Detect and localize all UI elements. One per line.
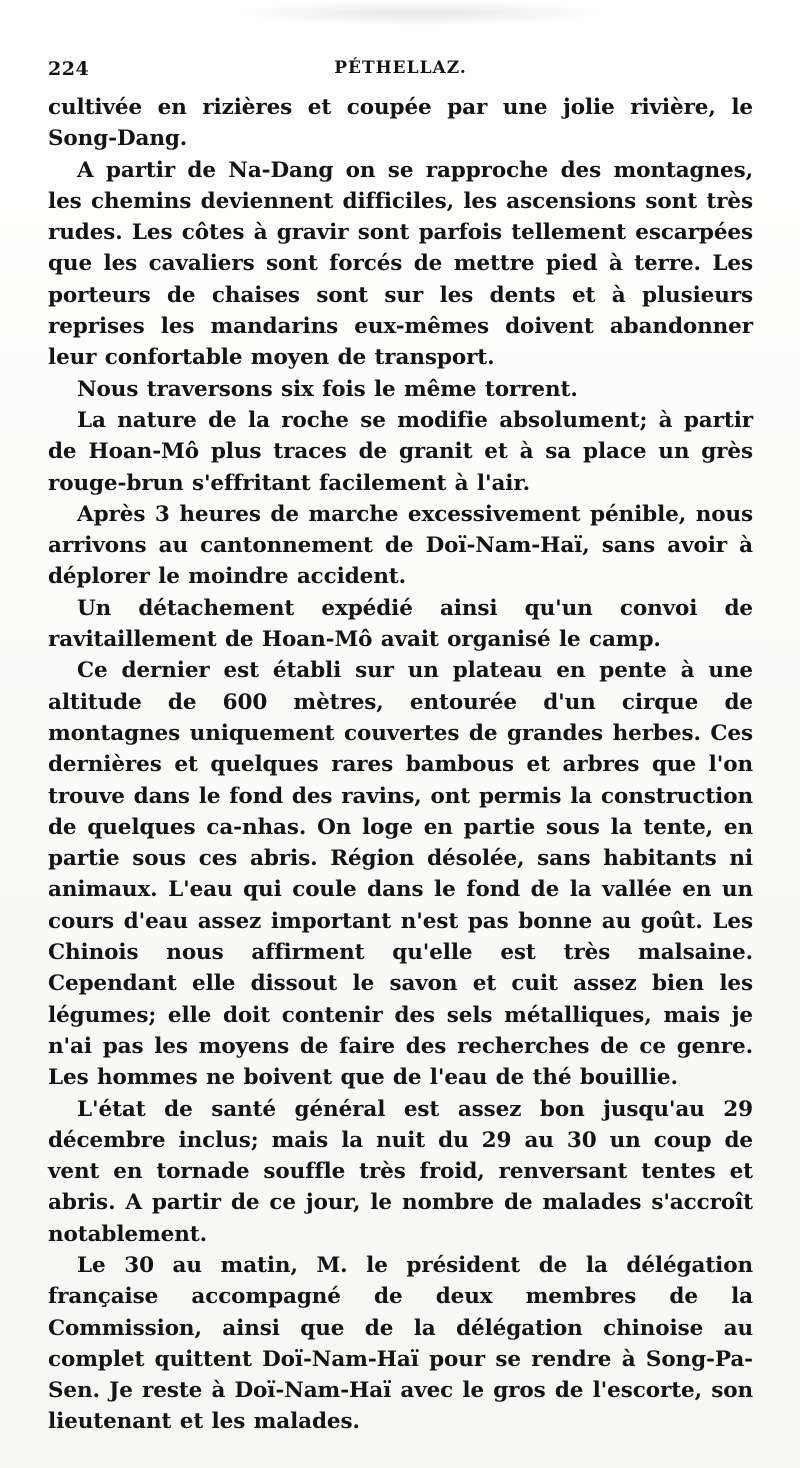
page-number: 224: [48, 58, 90, 80]
paragraph: Un détachement expédié ainsi qu'un convoi de ravitaillement de Hoan-Mô avait organisé le camp.: [48, 595, 753, 653]
paragraph: Le 30 au matin, M. le président de la délégation française accompagné de deux membres de la Commission, ainsi que de la délégation chinoise au complet quittent Doï-Nam-Haï pour se rendre à Song-Pa-Sen. Je reste à Doï-Nam-Haï avec le gros de l'escorte, son lieutenant et les malades.: [48, 1252, 753, 1435]
paragraph: cultivée en rizières et coupée par une jolie rivière, le Song-Dang.: [48, 95, 753, 152]
body-text: [48, 92, 753, 1438]
paragraph: Nous traversons six fois le même torrent.: [77, 376, 578, 402]
page-header: [48, 58, 753, 88]
paragraph: L'état de santé général est assez bon jusqu'au 29 décembre inclus; mais la nuit du 29 au 30 un coup de vent en tornade souffle très froid, renversant tentes et abris. A partir de ce jour, le nombre de malades s'accroît notablement.: [48, 1096, 753, 1247]
running-head: PÉTHELLAZ.: [334, 58, 467, 78]
page-stain: [230, 0, 610, 26]
paragraph: La nature de la roche se modifie absolument; à partir de Hoan-Mô plus traces de granit et à sa place un grès rouge-brun s'effritant facilement à l'air.: [48, 407, 753, 496]
paragraph: Après 3 heures de marche excessivement pénible, nous arrivons au cantonnement de Doï-Nam-Haï, sans avoir à déplorer le moindre accident.: [48, 501, 753, 590]
paragraph: A partir de Na-Dang on se rapproche des montagnes, les chemins deviennent difficiles, les ascensions sont très rudes. Les côtes à gravir sont parfois tellement escarpées que les cavaliers sont forcés de mettre pied à terre. Les porteurs de chaises sont sur les dents et à plusieurs reprises les mandarins eux-mêmes doivent abandonner leur confortable moyen de transport.: [48, 157, 753, 371]
paragraph: Ce dernier est établi sur un plateau en pente à une altitude de 600 mètres, entourée d'un cirque de montagnes uniquement couvertes de grandes herbes. Ces dernières et quelques rares bambous et arbres que l'on trouve dans le fond des ravins, ont permis la construction de quelques ca-nhas. On loge en partie sous la tente, en partie sous ces abris. Région désolée, sans habitants ni animaux. L'eau qui coule dans le fond de la vallée en un cours d'eau assez important n'est pas bonne au goût. Les Chinois nous affirment qu'elle est très malsaine. Cependant elle dissout le savon et cuit assez bien les légumes; elle doit contenir des sels métalliques, mais je n'ai pas les moyens de faire des recherches de ce genre. Les hommes ne boivent que de l'eau de thé bouillie.: [48, 658, 753, 1091]
